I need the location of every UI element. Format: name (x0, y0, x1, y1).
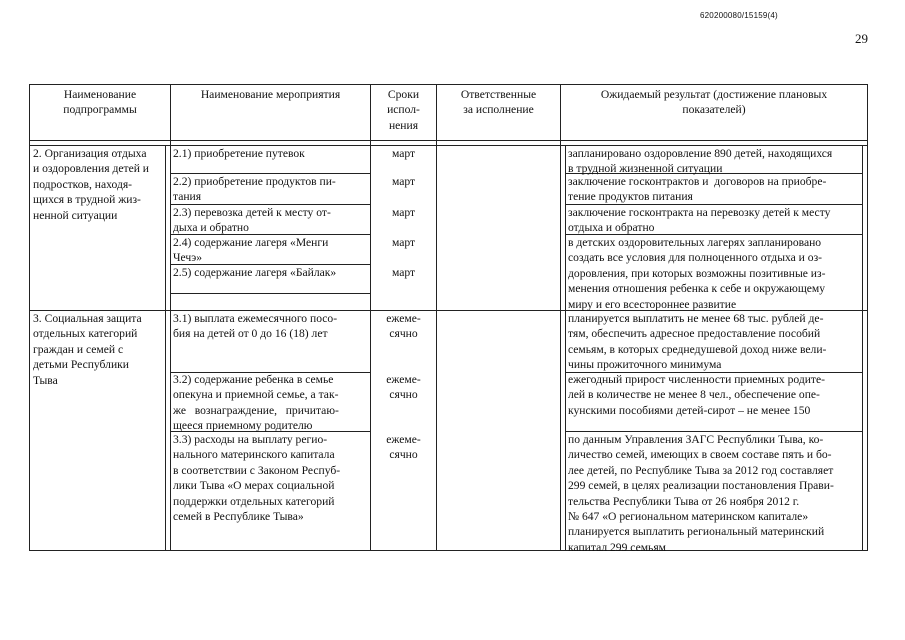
table-border-left (29, 84, 30, 550)
result-2-3: заключение госконтракта на перевозку детей к месту отдыха и обратно (568, 206, 831, 235)
table-border-top (29, 84, 868, 85)
activity-3-3: 3.3) расходы на выплату регио- нального материнского капитала в соответствии с Законом Респуб- лики Тыва «О мерах социальной поддержки отдельных категорий семей в Республике Тыва» (173, 433, 341, 524)
column-divider (560, 84, 561, 550)
term-3-1: ежеме- сячно (386, 312, 421, 341)
column-header-subprogram: Наименование подпрограммы (63, 88, 137, 117)
activity-2-1: 2.1) приобретение путевок (173, 147, 305, 160)
activity-3-1: 3.1) выплата ежемесячного посо- бия на детей от 0 до 16 (18) лет (173, 312, 338, 341)
column-header-activity: Наименование мероприятия (200, 88, 341, 101)
column-divider (170, 84, 171, 550)
activity-2-4: 2.4) содержание лагеря «Менги Чечэ» (173, 236, 329, 265)
column-header-responsible: Ответственные за исполнение (460, 88, 537, 117)
term-2-3: март (391, 206, 416, 219)
term-2-2: март (391, 175, 416, 188)
result-3-3: по данным Управления ЗАГС Республики Тыва, ко- личество семей, имеющих в своем составе пять и бо- лее детей, по Республике Тыва за 2012 год составляет 299 семей, в целях реализации постановления Прави- тельства Республики Тыва от 26 ноября 2012 г. № 647 «О региональном материнском капитале» планируется выплатить региональный материнский капитал 299 семьям (568, 433, 834, 554)
column-header-result: Ожидаемый результат (достижение плановых показателей) (600, 88, 828, 117)
subprogram-3: 3. Социальная защита отдельных категорий граждан и семей с детьми Республики Тыва (33, 312, 142, 387)
result-2-4-5: в детских оздоровительных лагерях запланировано создать все условия для полноценного отдыха и оз- доровления, при которых возможны позитивные из- менения отношения ребенка к себе и окружающему миру и его всестороннее развитие (568, 236, 826, 311)
term-3-2: ежеме- сячно (386, 373, 421, 402)
activity-2-2: 2.2) приобретение продуктов пи- тания (173, 175, 336, 204)
header-rule (29, 140, 868, 141)
term-2-1: март (391, 147, 416, 160)
row-rule (170, 293, 371, 294)
table-border-right (867, 84, 868, 550)
result-2-2: заключение госконтрактов и договоров на приобре- тение продуктов питания (568, 175, 827, 204)
document-code: 620200080/15159(4) (700, 11, 778, 20)
term-2-4: март (391, 236, 416, 249)
result-2-1: запланировано оздоровление 890 детей, находящихся в трудной жизненной ситуации (568, 147, 833, 176)
term-3-3: ежеме- сячно (386, 433, 421, 462)
cell-edge (565, 145, 566, 550)
activity-2-3: 2.3) перевозка детей к месту от- дыха и обратно (173, 206, 331, 235)
column-header-terms: Сроки испол- нения (387, 88, 420, 132)
subprogram-2: 2. Организация отдыха и оздоровления детей и подростков, находя- щихся в трудной жиз- ненной ситуации (33, 147, 150, 222)
activity-3-2: 3.2) содержание ребенка в семье опекуна и приемной семье, а так- же вознаграждение, причитаю- щееся приемному родителю (173, 373, 339, 433)
cell-edge (862, 145, 863, 550)
activity-2-5: 2.5) содержание лагеря «Байлак» (173, 266, 337, 279)
page-number: 29 (855, 31, 868, 46)
result-3-2: ежегодный прирост численности приемных родите- лей в количестве не менее 8 чел., обеспечение опе- кунскими пособиями детей-сирот – не менее 150 (568, 373, 826, 417)
term-2-5: март (391, 266, 416, 279)
cell-edge (165, 145, 166, 550)
result-3-1: планируется выплатить не менее 68 тыс. рублей де- тям, обеспечить адресное предоставление пособий семьям, в которых среднедушевой доход ниже вели- чины прожиточного минимума (568, 312, 827, 372)
column-divider (436, 84, 437, 550)
